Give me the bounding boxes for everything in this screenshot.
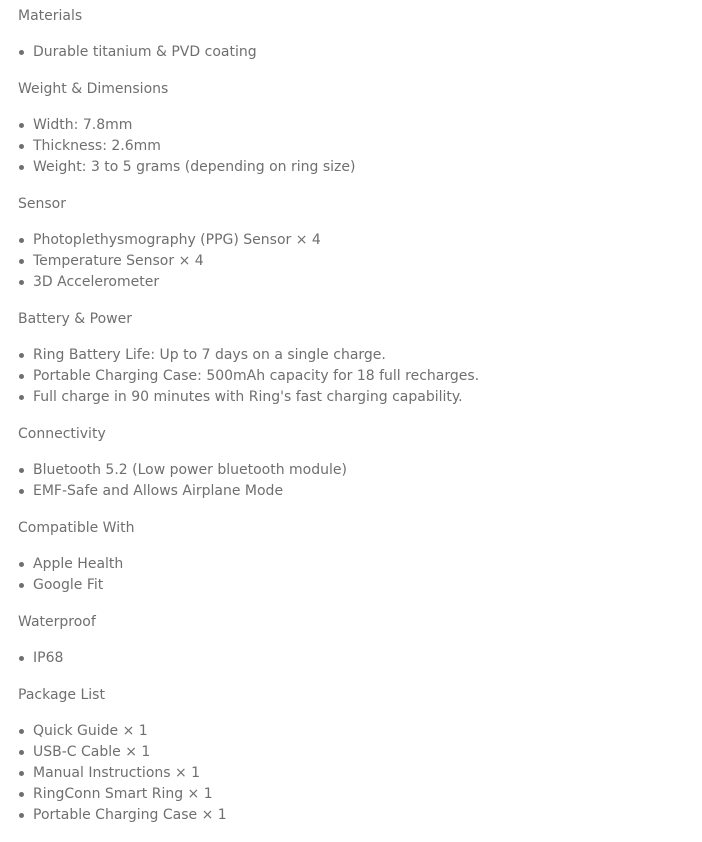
- spec-item-list: [18, 42, 688, 63]
- spec-list-item: [18, 481, 688, 502]
- spec-list-item: [18, 805, 688, 826]
- spec-item-list: [18, 460, 688, 502]
- spec-item-text: USB-C Cable × 1: [33, 744, 151, 760]
- spec-item-list: [18, 554, 688, 596]
- spec-list-item: [18, 251, 688, 272]
- bullet-icon: [19, 144, 24, 149]
- spec-section-heading: Waterproof: [18, 614, 96, 630]
- spec-section-heading: Sensor: [18, 196, 66, 212]
- spec-item-list: [18, 345, 688, 408]
- spec-list-item: [18, 136, 688, 157]
- spec-list-item: [18, 742, 688, 763]
- spec-item-list: [18, 721, 688, 826]
- spec-item-text: Weight: 3 to 5 grams (depending on ring size): [33, 159, 356, 175]
- bullet-icon: [19, 813, 24, 818]
- bullet-icon: [19, 729, 24, 734]
- bullet-icon: [19, 489, 24, 494]
- bullet-icon: [19, 656, 24, 661]
- spec-section-heading: Compatible With: [18, 520, 135, 536]
- spec-list-item: [18, 157, 688, 178]
- spec-section-heading: Package List: [18, 687, 105, 703]
- bullet-icon: [19, 238, 24, 243]
- bullet-icon: [19, 792, 24, 797]
- spec-section-heading: Connectivity: [18, 426, 106, 442]
- spec-list-item: [18, 42, 688, 63]
- spec-list-item: [18, 575, 688, 596]
- spec-list-item: [18, 115, 688, 136]
- spec-section-heading: Battery & Power: [18, 311, 132, 327]
- bullet-icon: [19, 771, 24, 776]
- bullet-icon: [19, 583, 24, 588]
- product-spec-list: [18, 6, 688, 842]
- spec-section: [18, 518, 688, 596]
- spec-item-text: Portable Charging Case: 500mAh capacity for 18 full recharges.: [33, 368, 480, 384]
- bullet-icon: [19, 123, 24, 128]
- spec-list-item: [18, 345, 688, 366]
- bullet-icon: [19, 562, 24, 567]
- spec-item-text: IP68: [33, 650, 64, 666]
- spec-item-text: Width: 7.8mm: [33, 117, 133, 133]
- spec-item-list: [18, 115, 688, 178]
- spec-section-heading: Materials: [18, 8, 83, 24]
- spec-list-item: [18, 387, 688, 408]
- spec-section: [18, 309, 688, 408]
- bullet-icon: [19, 395, 24, 400]
- spec-list-item: [18, 648, 688, 669]
- spec-item-text: Bluetooth 5.2 (Low power bluetooth module): [33, 462, 347, 478]
- spec-list-item: [18, 272, 688, 293]
- bullet-icon: [19, 468, 24, 473]
- spec-item-text: Google Fit: [33, 577, 104, 593]
- spec-list-item: [18, 230, 688, 251]
- bullet-icon: [19, 353, 24, 358]
- spec-item-list: [18, 230, 688, 293]
- spec-item-text: Temperature Sensor × 4: [33, 253, 204, 269]
- bullet-icon: [19, 259, 24, 264]
- spec-section: [18, 6, 688, 63]
- spec-list-item: [18, 554, 688, 575]
- spec-section: [18, 194, 688, 293]
- spec-item-text: Thickness: 2.6mm: [33, 138, 161, 154]
- spec-section: [18, 79, 688, 178]
- bullet-icon: [19, 165, 24, 170]
- spec-section: [18, 612, 688, 669]
- spec-item-list: [18, 648, 688, 669]
- spec-item-text: Photoplethysmography (PPG) Sensor × 4: [33, 232, 321, 248]
- spec-section: [18, 424, 688, 502]
- spec-list-item: [18, 763, 688, 784]
- spec-item-text: RingConn Smart Ring × 1: [33, 786, 213, 802]
- bullet-icon: [19, 750, 24, 755]
- spec-item-text: Ring Battery Life: Up to 7 days on a single charge.: [33, 347, 386, 363]
- spec-item-text: 3D Accelerometer: [33, 274, 160, 290]
- spec-item-text: EMF-Safe and Allows Airplane Mode: [33, 483, 284, 499]
- spec-list-item: [18, 721, 688, 742]
- spec-section-heading: Weight & Dimensions: [18, 81, 169, 97]
- spec-list-item: [18, 784, 688, 805]
- spec-section: [18, 685, 688, 826]
- spec-item-text: Apple Health: [33, 556, 124, 572]
- spec-item-text: Durable titanium & PVD coating: [33, 44, 257, 60]
- bullet-icon: [19, 280, 24, 285]
- spec-item-text: Portable Charging Case × 1: [33, 807, 227, 823]
- spec-item-text: Quick Guide × 1: [33, 723, 148, 739]
- spec-item-text: Full charge in 90 minutes with Ring's fast charging capability.: [33, 389, 463, 405]
- spec-item-text: Manual Instructions × 1: [33, 765, 201, 781]
- bullet-icon: [19, 50, 24, 55]
- spec-list-item: [18, 460, 688, 481]
- spec-list-item: [18, 366, 688, 387]
- bullet-icon: [19, 374, 24, 379]
